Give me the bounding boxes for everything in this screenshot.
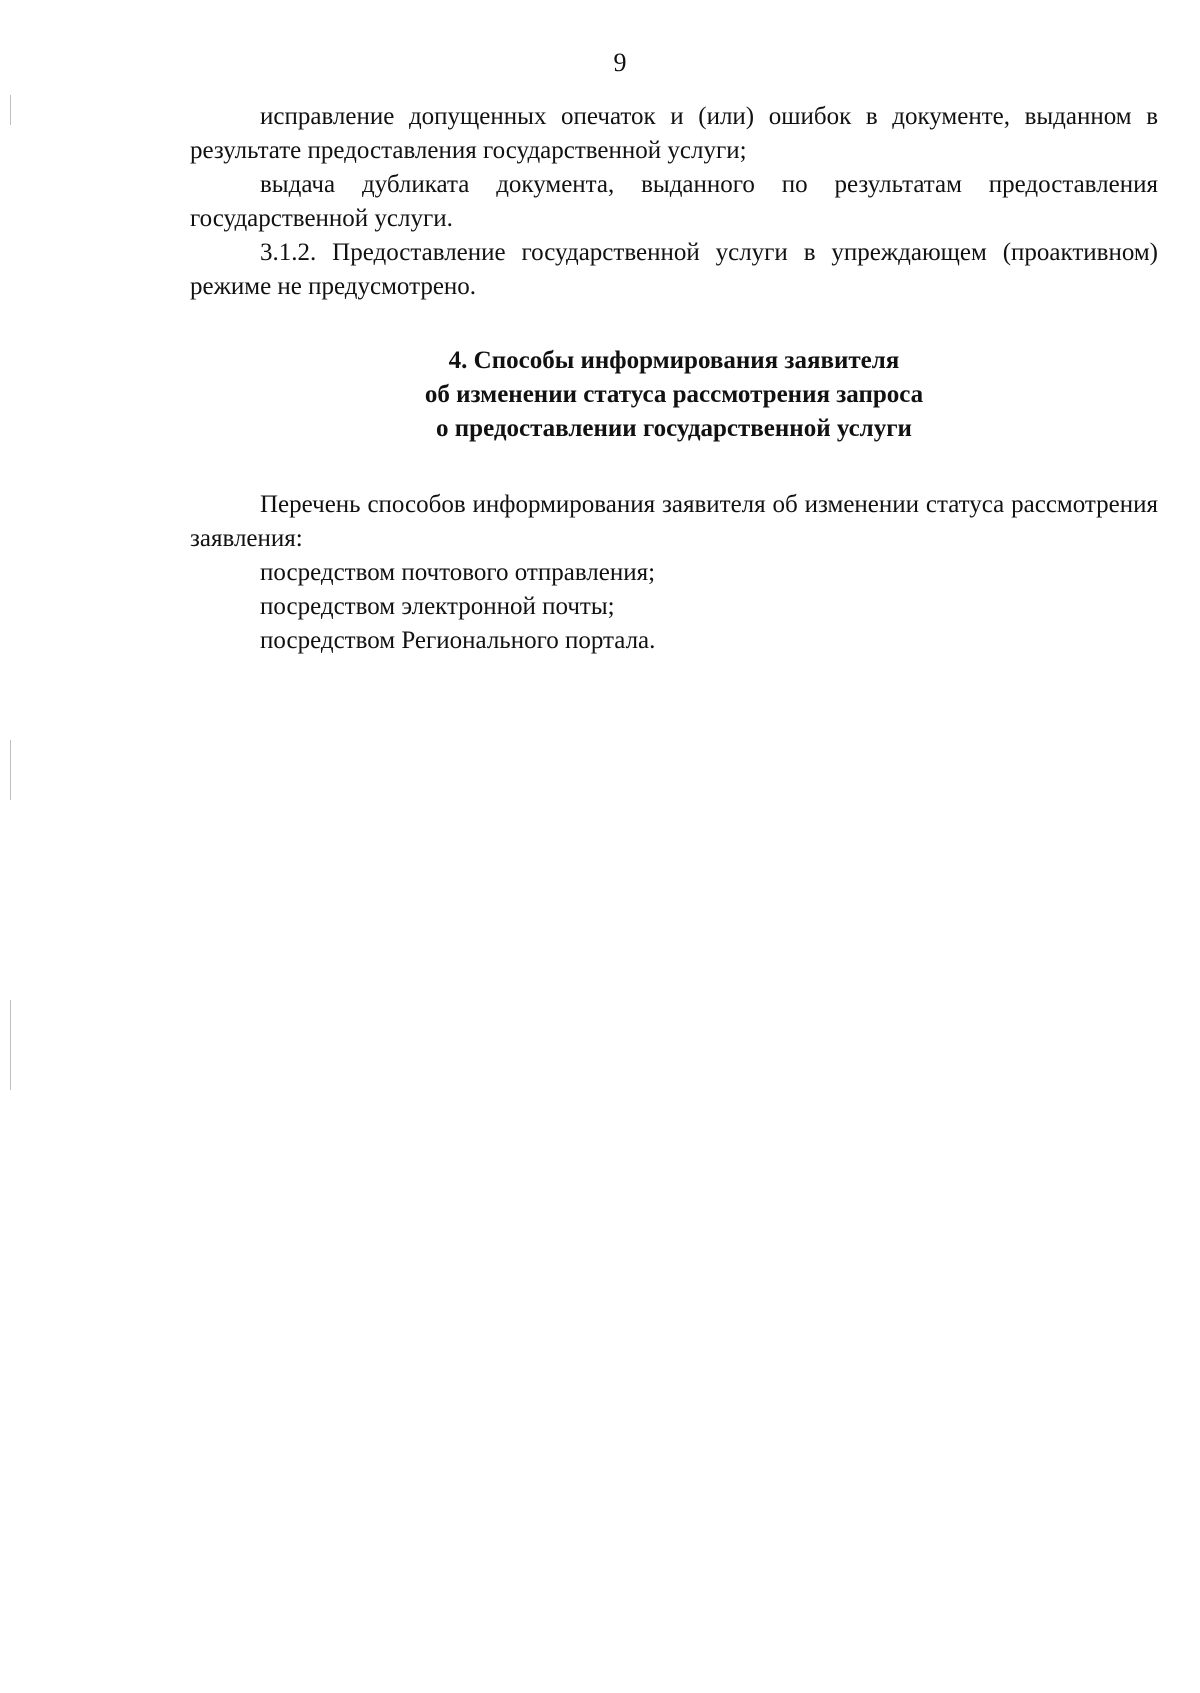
- section-4-heading-line: об изменении статуса рассмотрения запроса: [424, 381, 924, 408]
- paragraph-correction-of-errors: исправление допущенных опечаток и (или) ошибок в документе, выданном в результате предоставления государственной услуги;: [190, 103, 1158, 164]
- notification-methods-lead: Перечень способов информирования заявителя об изменении статуса рассмотрения заявления:: [190, 491, 1158, 552]
- paragraph-proactive-mode: 3.1.2. Предоставление государственной услуги в упреждающем (проактивном) режиме не предусмотрено.: [190, 239, 1158, 300]
- page-number: 9: [613, 48, 627, 77]
- notification-method-item: посредством Регионального портала.: [260, 627, 656, 654]
- paragraph-duplicate-issuance: выдача дубликата документа, выданного по результатам предоставления государственной услуги.: [190, 171, 1158, 232]
- section-4-heading-line: 4. Способы информирования заявителя: [448, 347, 900, 374]
- section-4-body: [190, 488, 1158, 658]
- notification-method-item: посредством почтового отправления;: [260, 559, 656, 586]
- document-body: [190, 100, 1158, 658]
- section-4-heading: [190, 344, 1158, 446]
- scan-artifact: [10, 95, 11, 125]
- notification-method-item: посредством электронной почты;: [260, 593, 615, 620]
- scan-artifact: [10, 740, 11, 800]
- section-4-heading-line: о предоставлении государственной услуги: [436, 415, 912, 442]
- scan-artifact: [10, 1000, 11, 1090]
